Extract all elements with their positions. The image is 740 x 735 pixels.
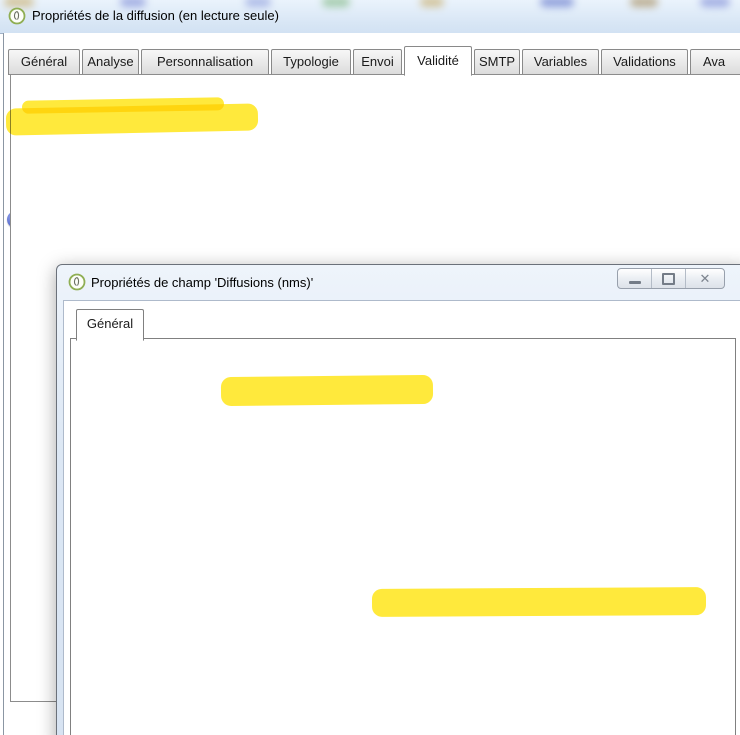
- aero-blur-decoration: [630, 0, 658, 7]
- tab-analyse[interactable]: Analyse: [82, 49, 139, 75]
- maximize-icon: [662, 273, 675, 285]
- fg-tab-panel: [70, 338, 736, 735]
- caption-buttons: [617, 268, 725, 289]
- aero-blur-decoration: [322, 0, 350, 7]
- tab-validite[interactable]: Validité: [404, 46, 472, 76]
- close-icon: ✕: [699, 271, 711, 286]
- tab-general[interactable]: Général: [8, 49, 80, 75]
- close-button[interactable]: [686, 269, 724, 288]
- tab-envoi[interactable]: Envoi: [353, 49, 402, 75]
- bg-dialog-titlebar: [0, 0, 740, 34]
- fg-tab-general[interactable]: Général: [76, 309, 144, 341]
- aero-blur-decoration: [700, 0, 730, 7]
- bg-dialog-title: Propriétés de la diffusion (en lecture seule): [32, 8, 279, 23]
- fg-dialog: [56, 264, 740, 735]
- tab-validations[interactable]: Validations: [601, 49, 688, 75]
- bg-tab-strip: [8, 46, 740, 75]
- aero-blur-decoration: [245, 0, 271, 7]
- tab-personnalisation[interactable]: Personnalisation: [141, 49, 269, 75]
- aero-blur-decoration: [120, 0, 146, 7]
- minimize-icon: [629, 281, 641, 284]
- fg-dialog-title: Propriétés de champ 'Diffusions (nms)': [91, 275, 314, 290]
- app-logo-icon: [8, 7, 26, 25]
- app-logo-icon: [68, 273, 86, 291]
- aero-blur-decoration: [540, 0, 574, 7]
- tab-typologie[interactable]: Typologie: [271, 49, 351, 75]
- aero-blur-decoration: [420, 0, 444, 7]
- tab-smtp[interactable]: SMTP: [474, 49, 520, 75]
- maximize-button[interactable]: [652, 269, 686, 288]
- tab-avance-cut[interactable]: Ava: [690, 49, 740, 75]
- minimize-button[interactable]: [618, 269, 652, 288]
- aero-blur-decoration: [4, 0, 34, 7]
- tab-variables[interactable]: Variables: [522, 49, 599, 75]
